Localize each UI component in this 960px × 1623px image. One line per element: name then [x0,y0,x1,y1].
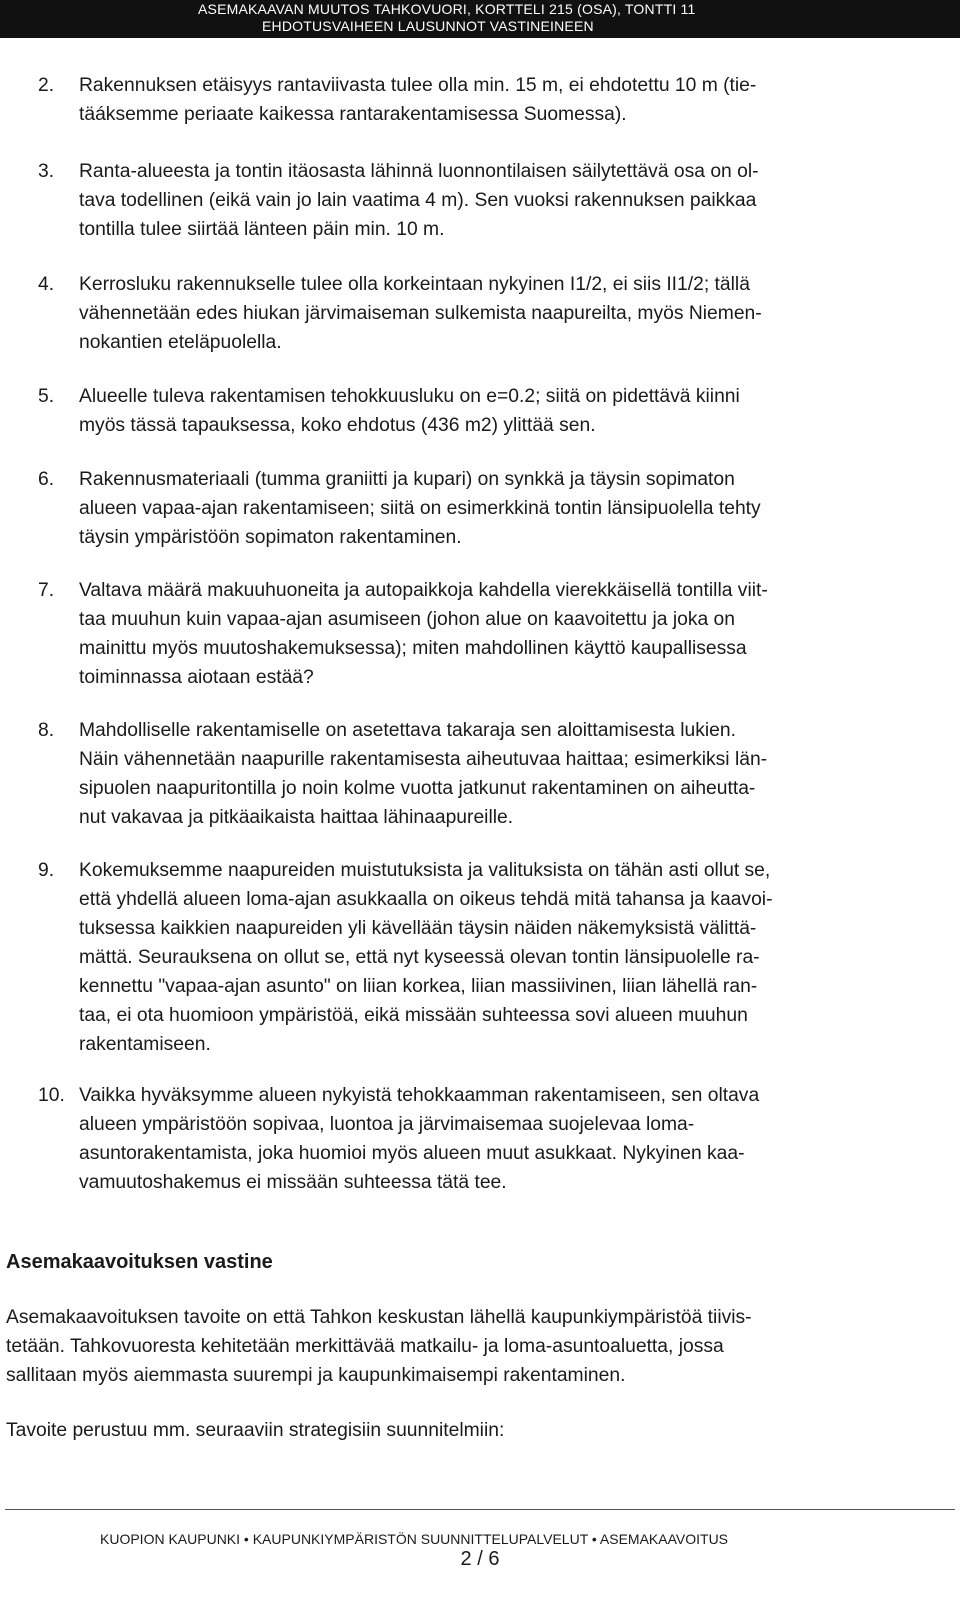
item-line: asuntorakentamista, joka huomioi myös alueen muut asukkaat. Nykyinen kaa- [79,1143,745,1164]
item-line: tontilla tulee siirtää länteen päin min. 10 m. [79,219,445,240]
item-text [79,856,940,1059]
item-text [79,576,940,692]
paragraph-line: sallitaan myös aiemmasta suurempi ja kaupunkimaisempi rakentaminen. [6,1365,626,1386]
item-text [79,465,940,552]
item-number: 9. [38,860,55,881]
item-line: täáksemme periaate kaikessa rantarakentamisessa Suomessa). [79,104,627,125]
item-line: mättä. Seurauksena on ollut se, että nyt kyseessä olevan tontin länsipuolelle ra- [79,947,760,968]
item-line: vamuutoshakemus ei missään suhteessa tätä tee. [79,1172,507,1193]
item-text [79,270,940,357]
item-line: alueen vapaa-ajan rakentamiseen; siitä on esimerkkinä tontin länsipuolella tehty [79,498,761,519]
list-item [38,71,940,129]
paragraph-line: Asemakaavoituksen tavoite on että Tahkon keskustan lähellä kaupunkiympäristöä tiivis- [6,1307,752,1328]
item-line: kennettu "vapaa-ajan asunto" on liian korkea, liian massiivinen, liian lähellä ran- [79,976,758,997]
item-text [79,1081,940,1197]
item-number: 10. [38,1085,65,1106]
item-number: 4. [38,274,55,295]
item-line: Näin vähennetään naapurille rakentamisesta aiheutuvaa haittaa; esimerkiksi län- [79,749,768,770]
header-title: ASEMAKAAVAN MUUTOS TAHKOVUORI, KORTTELI 215 (OSA), TONTTI 11 [198,1,696,17]
item-line: Alueelle tuleva rakentamisen tehokkuusluku on e=0.2; siitä on pidettävä kiinni [79,386,740,407]
item-text [79,382,940,440]
list-item [38,270,940,357]
item-line: nut vakavaa ja pitkäaikaista haittaa lähinaapureille. [79,807,514,828]
list-item [38,382,940,440]
item-number: 2. [38,75,55,96]
item-line: täysin ympäristöön sopimaton rakentaminen. [79,527,462,548]
item-line: myös tässä tapauksessa, koko ehdotus (436 m2) ylittää sen. [79,415,596,436]
item-number: 7. [38,580,55,601]
item-line: nokantien eteläpuolella. [79,332,282,353]
list-item [38,157,940,244]
footer-divider [5,1509,955,1510]
item-line: rakentamiseen. [79,1034,211,1055]
item-line: vähennetään edes hiukan järvimaiseman sulkemista naapureilta, myös Niemen- [79,303,762,324]
item-line: taa muuhun kuin vapaa-ajan asumiseen (johon alue on kaavoitettu ja joka on [79,609,736,630]
item-line: Ranta-alueesta ja tontin itäosasta lähinnä luonnontilaisen säilytettävä osa on ol- [79,161,759,182]
item-line: Rakennuksen etäisyys rantaviivasta tulee olla min. 15 m, ei ehdotettu 10 m (tie- [79,75,757,96]
item-line: tava todellinen (eikä vain jo lain vaatima 4 m). Sen vuoksi rakennuksen paikkaa [79,190,757,211]
item-number: 3. [38,161,55,182]
vastine-paragraph-2: Tavoite perustuu mm. seuraaviin strategisiin suunnitelmiin: [6,1420,505,1441]
document-header [0,0,960,38]
footer-organization: KUOPION KAUPUNKI • KAUPUNKIYMPÄRISTÖN SUUNNITTELUPALVELUT • ASEMAKAAVOITUS [100,1531,729,1547]
item-number: 5. [38,386,55,407]
item-line: taa, ei ota huomioon ympäristöä, eikä missään suhteessa sovi alueen muuhun [79,1005,748,1026]
item-text [79,716,940,832]
list-item [38,465,940,552]
page-number: 2 / 6 [460,1548,500,1570]
list-item [38,856,940,1059]
list-item [38,1081,940,1197]
item-line: mainittu myös muutoshakemuksessa); miten mahdollinen käyttö kaupallisessa [79,638,747,659]
item-number: 6. [38,469,55,490]
list-item [38,576,940,692]
item-line: Kokemuksemme naapureiden muistutuksista ja valituksista on tähän asti ollut se, [79,860,771,881]
item-line: Kerrosluku rakennukselle tulee olla korkeintaan nykyinen I1/2, ei siis II1/2; tällä [79,274,750,295]
item-text [79,157,940,244]
item-line: Rakennusmateriaali (tumma graniitti ja kupari) on synkkä ja täysin sopimaton [79,469,735,490]
item-line: sipuolen naapuritontilla jo noin kolme vuotta jatkunut rakentaminen on aiheutta- [79,778,756,799]
header-subtitle: EHDOTUSVAIHEEN LAUSUNNOT VASTINEINEEN [262,18,594,34]
item-line: Mahdolliselle rakentamiselle on asetettava takaraja sen aloittamisesta lukien. [79,720,736,741]
item-line: että yhdellä alueen loma-ajan asukkaalla on oikeus tehdä mitä tahansa ja kaavoi- [79,889,773,910]
vastine-paragraph [6,1303,936,1390]
item-text [79,71,940,129]
list-item [38,716,940,832]
item-line: toiminnassa aiotaan estää? [79,667,314,688]
paragraph-line: tetään. Tahkovuoresta kehitetään merkittävää matkailu- ja loma-asuntoaluetta, jossa [6,1336,724,1357]
item-line: Valtava määrä makuuhuoneita ja autopaikkoja kahdella vierekkäisellä tontilla viit- [79,580,768,601]
item-line: Vaikka hyväksymme alueen nykyistä tehokkaamman rakentamiseen, sen oltava [79,1085,760,1106]
item-number: 8. [38,720,55,741]
item-line: alueen ympäristöön sopivaa, luontoa ja järvimaisemaa suojelevaa loma- [79,1114,695,1135]
item-line: tuksessa kaikkien naapureiden yli kävellään täysin näiden näkemyksistä välittä- [79,918,757,939]
section-heading: Asemakaavoituksen vastine [6,1251,273,1273]
